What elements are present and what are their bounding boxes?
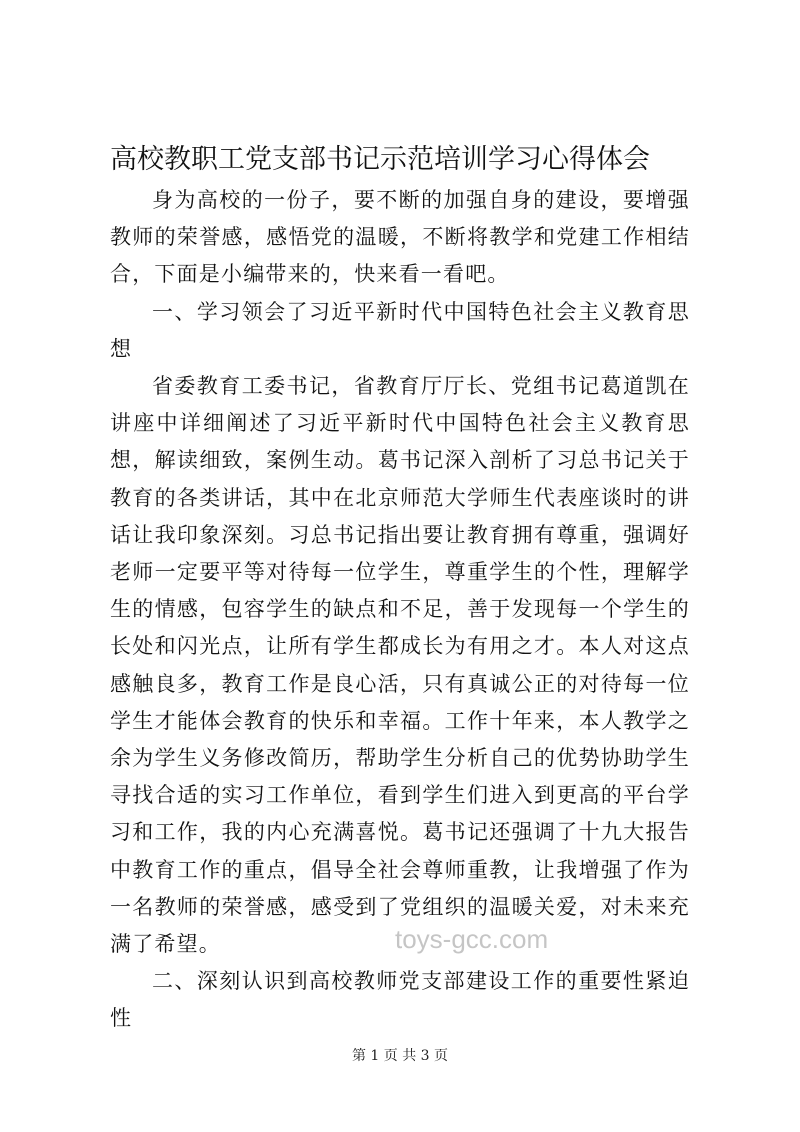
document-title: 高校教职工党支部书记示范培训学习心得体会 bbox=[110, 144, 650, 175]
section-heading-2: 二、深刻认识到高校教师党支部建设工作的重要性紧迫性 bbox=[110, 969, 690, 1031]
section-heading-1: 一、学习领会了习近平新时代中国特色社会主义教育思想 bbox=[110, 299, 690, 361]
watermark-text: toys-gcc.com bbox=[395, 924, 549, 954]
page-footer: 第 1 页 共 3 页 bbox=[351, 1048, 449, 1064]
document-body bbox=[110, 182, 690, 1038]
body-paragraph: 省委教育工委书记，省教育厅厅长、党组书记葛道凯在讲座中详细阐述了习近平新时代中国特色社会主义教育思想，解读细致，案例生动。葛书记深入剖析了习总书记关于教育的各类讲话，其中在北京师范大学师生代表座谈时的讲话让我印象深刻。习总书记指出要让教育拥有尊重，强调好老师一定要平等对待每一位学生，尊重学生的个性，理解学生的情感，包容学生的缺点和不足，善于发现每一个学生的长处和闪光点，让所有学生都成长为有用之才。本人对这点感触良多，教育工作是良心活，只有真诚公正的对待每一位学生才能体会教育的快乐和幸福。工作十年来，本人教学之余为学生义务修改简历，帮助学生分析自己的优势协助学生寻找合适的实习工作单位，看到学生们进入到更高的平台学习和工作，我的内心充满喜悦。葛书记还强调了十九大报告中教育工作的重点，倡导全社会尊师重教，让我增强了作为一名教师的荣誉感，感受到了党组织的温暖关爱，对未来充满了希望。 bbox=[110, 374, 690, 957]
intro-paragraph: 身为高校的一份子，要不断的加强自身的建设，要增强教师的荣誉感，感悟党的温暖，不断将教学和党建工作相结合，下面是小编带来的，快来看一看吧。 bbox=[110, 188, 690, 287]
